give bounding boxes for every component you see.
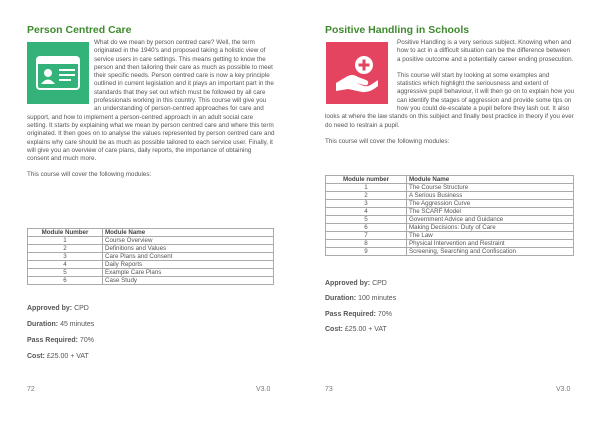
table-row	[28, 245, 274, 253]
right-version: V3.0	[556, 386, 571, 393]
right-page-number: 73	[325, 386, 333, 393]
table-row	[28, 269, 274, 277]
table-row	[326, 216, 574, 224]
right-modules-intro: This course will cover the following modules:	[325, 137, 450, 145]
module-number: 5	[326, 216, 407, 224]
module-number: 1	[326, 184, 407, 192]
module-number: 7	[326, 232, 407, 240]
module-number: 6	[326, 224, 407, 232]
left-description	[27, 39, 275, 188]
module-name: Government Advice and Guidance	[407, 216, 574, 224]
right-description	[325, 39, 575, 154]
left-modules-intro: This course will cover the following modules:	[27, 171, 152, 179]
module-name: Making Decisions: Duty of Care	[407, 224, 574, 232]
module-number: 3	[28, 253, 103, 261]
left-approved-by: Approved by: CPD	[27, 305, 89, 312]
table-header-row	[28, 229, 274, 237]
right-modules-table	[325, 175, 574, 256]
table-row	[326, 240, 574, 248]
right-cost: Cost: £25.00 + VAT	[325, 326, 387, 333]
module-number: 3	[326, 200, 407, 208]
module-number: 2	[28, 245, 103, 253]
module-number: 6	[28, 277, 103, 285]
left-version: V3.0	[256, 386, 271, 393]
module-number-header: Module Number	[28, 229, 103, 237]
module-number: 4	[326, 208, 407, 216]
table-row	[28, 253, 274, 261]
module-number: 1	[28, 237, 103, 245]
module-name-header: Module Name	[407, 176, 574, 184]
module-name: The SCARF Model	[407, 208, 574, 216]
table-row	[326, 200, 574, 208]
right-approved-by: Approved by: CPD	[325, 280, 387, 287]
right-intro-paragraph: Positive Handling is a very serious subject. Knowing when and how to act in a difficult situation can be the difference between a positive outcome and a potentially career ending prosecution.	[397, 39, 574, 63]
left-course-title: Person Centred Care	[27, 24, 132, 36]
table-row	[326, 248, 574, 256]
module-name: Case Study	[103, 277, 274, 285]
module-name: The Aggression Curve	[407, 200, 574, 208]
right-course-title: Positive Handling in Schools	[325, 24, 470, 36]
table-row	[326, 208, 574, 216]
right-pass-required: Pass Required: 70%	[325, 311, 392, 318]
left-pass-required: Pass Required: 70%	[27, 337, 94, 344]
module-number: 9	[326, 248, 407, 256]
module-name: The Law	[407, 232, 574, 240]
left-modules-table	[27, 228, 274, 285]
module-name: Example Care Plans	[103, 269, 274, 277]
module-number: 4	[28, 261, 103, 269]
module-name: Screening, Searching and Confiscation	[407, 248, 574, 256]
table-row	[326, 192, 574, 200]
table-row	[28, 277, 274, 285]
module-number: 5	[28, 269, 103, 277]
right-duration: Duration: 100 minutes	[325, 295, 397, 302]
module-name: Definitions and Values	[103, 245, 274, 253]
left-page-number: 72	[27, 386, 35, 393]
module-name: The Course Structure	[407, 184, 574, 192]
left-cost: Cost: £25.00 + VAT	[27, 353, 89, 360]
module-name: A Serious Business	[407, 192, 574, 200]
table-row	[326, 232, 574, 240]
table-row	[326, 224, 574, 232]
table-header-row	[326, 176, 574, 184]
module-number: 8	[326, 240, 407, 248]
module-name: Daily Reports	[103, 261, 274, 269]
module-number-header: Module number	[326, 176, 407, 184]
module-name-header: Module Name	[103, 229, 274, 237]
left-intro-paragraph: What do we mean by person centred care? Well, the term originated in the 1940's and proposed taking a holistic view of service users in care settings. This means getting to know the person and then tailoring their care as much as possible to meet their specific needs. Person centred care is now a key principle outlined in current legislation and it plays an important part in the standards that they set out which must be followed by all care professionals working in this country. This course will give you an understanding of person-centred approaches for care and support, and how to implement a person-centred approach in an adult social care setting. It starts by explaining what we mean by person centred care and where this term originated. It then goes on to analyse the values represented by person centred care and explains why care should be as much as possible tailored to each service user. Finally, it will give you an overview of care plans, daily reports, the importance of obtaining consent and much more.	[27, 39, 275, 163]
table-row	[326, 184, 574, 192]
module-name: Course Overview	[103, 237, 274, 245]
left-duration: Duration: 45 minutes	[27, 321, 95, 328]
right-detail-paragraph: This course will start by looking at some examples and statistics which highlight the seriousness and extent of aggressive pupil behaviour, it will then go on to explain how you can identify the stages of aggression and provide some tips on how you could de-escalate a pupil before they lash out. It also looks at where the law stands on this subject and finally best practice in theory if you ever do need to restrain a pupil.	[325, 71, 575, 129]
table-row	[28, 237, 274, 245]
table-row	[28, 261, 274, 269]
module-name: Care Plans and Consent	[103, 253, 274, 261]
right-page	[300, 0, 600, 425]
module-name: Physical Intervention and Restraint	[407, 240, 574, 248]
module-number: 2	[326, 192, 407, 200]
